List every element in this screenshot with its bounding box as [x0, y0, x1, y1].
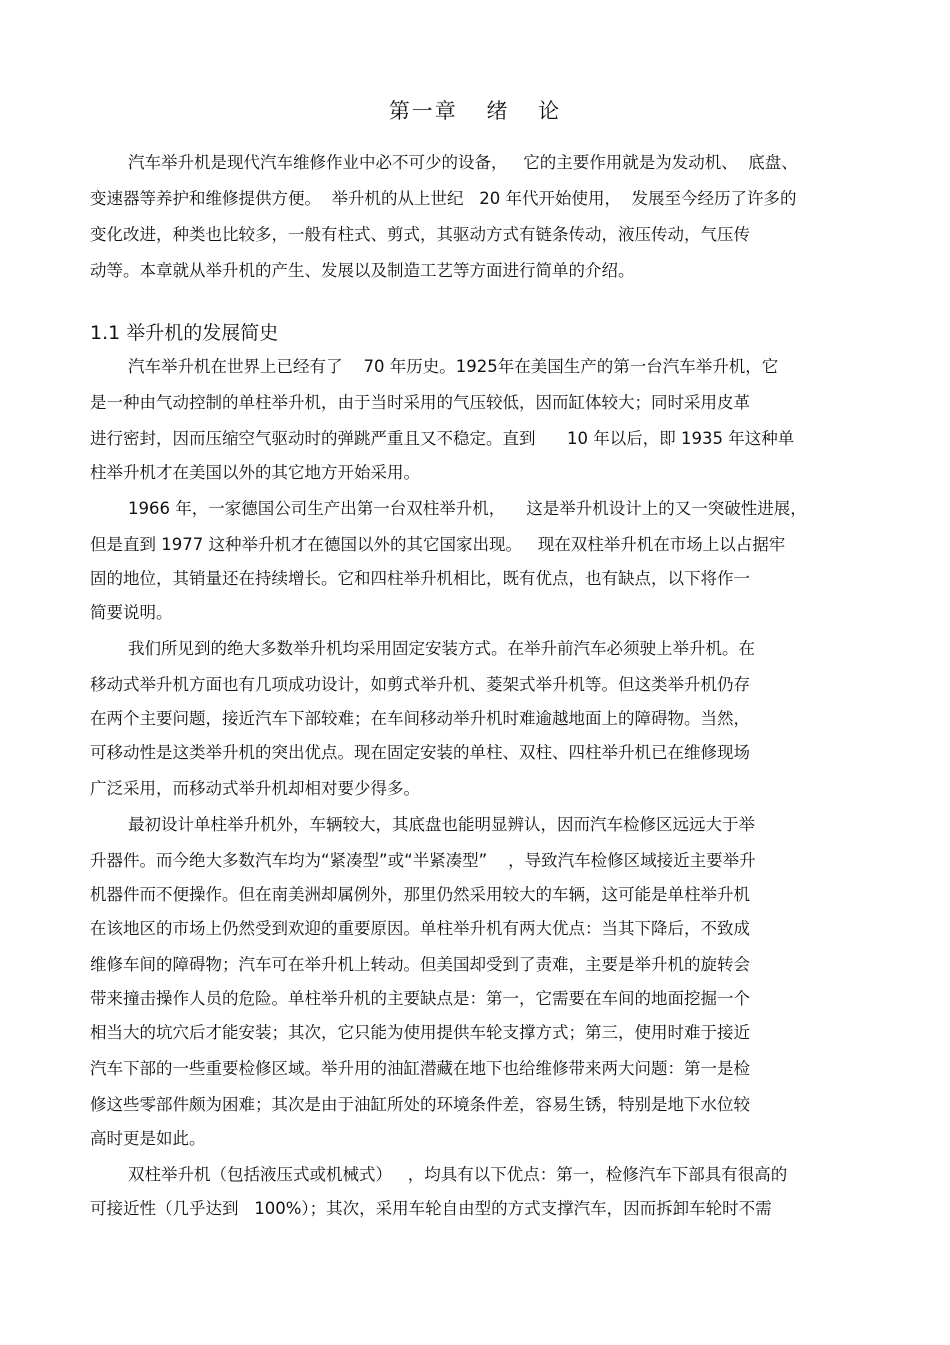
paragraph-line: 进行密封，因而压缩空气驱动时的弹跳严重且又不稳定。直到 10 年以后，即 1935 年这种单: [90, 429, 795, 448]
paragraph-line: 固的地位，其销量还在持续增长。它和四柱举升机相比，既有优点，也有缺点，以下将作一: [90, 569, 750, 588]
paragraph-line: 升器件。而今绝大多数汽车均为“紧凑型”或“半紧凑型” ，导致汽车检修区域接近主要举升: [90, 851, 756, 870]
paragraph-line: 动等。本章就从举升机的产生、发展以及制造工艺等方面进行简单的介绍。: [90, 261, 635, 280]
paragraph-line: 简要说明。: [90, 603, 173, 622]
paragraph-line: 最初设计单柱举升机外，车辆较大，其底盘也能明显辨认，因而汽车检修区远远大于举: [128, 815, 755, 834]
paragraph-line: 可移动性是这类举升机的突出优点。现在固定安装的单柱、双柱、四柱举升机已在维修现场: [90, 743, 750, 762]
paragraph-line: 柱举升机才在美国以外的其它地方开始采用。: [90, 463, 420, 482]
paragraph-line: 在该地区的市场上仍然受到欢迎的重要原因。单柱举升机有两大优点：当其下降后，不致成: [90, 919, 750, 938]
paragraph-line: 在两个主要问题，接近汽车下部较难；在车间移动举升机时难逾越地面上的障碍物。当然，: [90, 709, 750, 728]
section-heading: 1.1 举升机的发展简史: [90, 322, 279, 344]
paragraph-line: 机器件而不便操作。但在南美洲却属例外，那里仍然采用较大的车辆，这可能是单柱举升机: [90, 885, 750, 904]
paragraph-line: 高时更是如此。: [90, 1129, 206, 1148]
paragraph-line: 广泛采用，而移动式举升机却相对要少得多。: [90, 779, 420, 798]
paragraph-line: 变速器等养护和维修提供方便。 举升机的从上世纪 20 年代开始使用， 发展至今经历了许多的: [90, 189, 797, 208]
paragraph-line: 移动式举升机方面也有几项成功设计，如剪式举升机、菱架式举升机等。但这类举升机仍存: [90, 675, 750, 694]
paragraph-line: 相当大的坑穴后才能安装；其次，它只能为使用提供车轮支撑方式；第三，使用时难于接近: [90, 1023, 750, 1042]
paragraph-line: 汽车举升机是现代汽车维修作业中必不可少的设备， 它的主要作用就是为发动机、 底盘、: [128, 153, 798, 172]
paragraph-line: 带来撞击操作人员的危险。单柱举升机的主要缺点是：第一，它需要在车间的地面挖掘一个: [90, 989, 750, 1008]
paragraph-line: 双柱举升机（包括液压式或机械式） ，均具有以下优点：第一，检修汽车下部具有很高的: [128, 1165, 788, 1184]
paragraph-line: 可接近性（几乎达到 100%）；其次，采用车轮自由型的方式支撑汽车，因而拆卸车轮时不需: [90, 1199, 772, 1218]
paragraph-line: 我们所见到的绝大多数举升机均采用固定安装方式。在举升前汽车必须驶上举升机。在: [128, 639, 755, 658]
paragraph-line: 汽车下部的一些重要检修区域。举升用的油缸潜藏在地下也给维修带来两大问题：第一是检: [90, 1059, 750, 1078]
paragraph-line: 变化改进，种类也比较多，一般有柱式、剪式，其驱动方式有链条传动，液压传动，气压传: [90, 225, 750, 244]
paragraph-line: 1966 年，一家德国公司生产出第一台双柱举升机， 这是举升机设计上的又一突破性进展，: [128, 499, 807, 518]
paragraph-line: 维修车间的障碍物；汽车可在举升机上转动。但美国却受到了责难，主要是举升机的旋转会: [90, 955, 750, 974]
paragraph-line: 是一种由气动控制的单柱举升机，由于当时采用的气压较低，因而缸体较大；同时采用皮革: [90, 393, 750, 412]
paragraph-line: 汽车举升机在世界上已经有了 70 年历史。1925年在美国生产的第一台汽车举升机，它: [128, 357, 779, 376]
paragraph-line: 修这些零部件颇为困难；其次是由于油缸所处的环境条件差，容易生锈，特别是地下水位较: [90, 1095, 750, 1114]
paragraph-line: 但是直到 1977 这种举升机才在德国以外的其它国家出现。 现在双柱举升机在市场上以占据牢: [90, 535, 786, 554]
chapter-title: 第一章 绪 论: [388, 99, 562, 123]
